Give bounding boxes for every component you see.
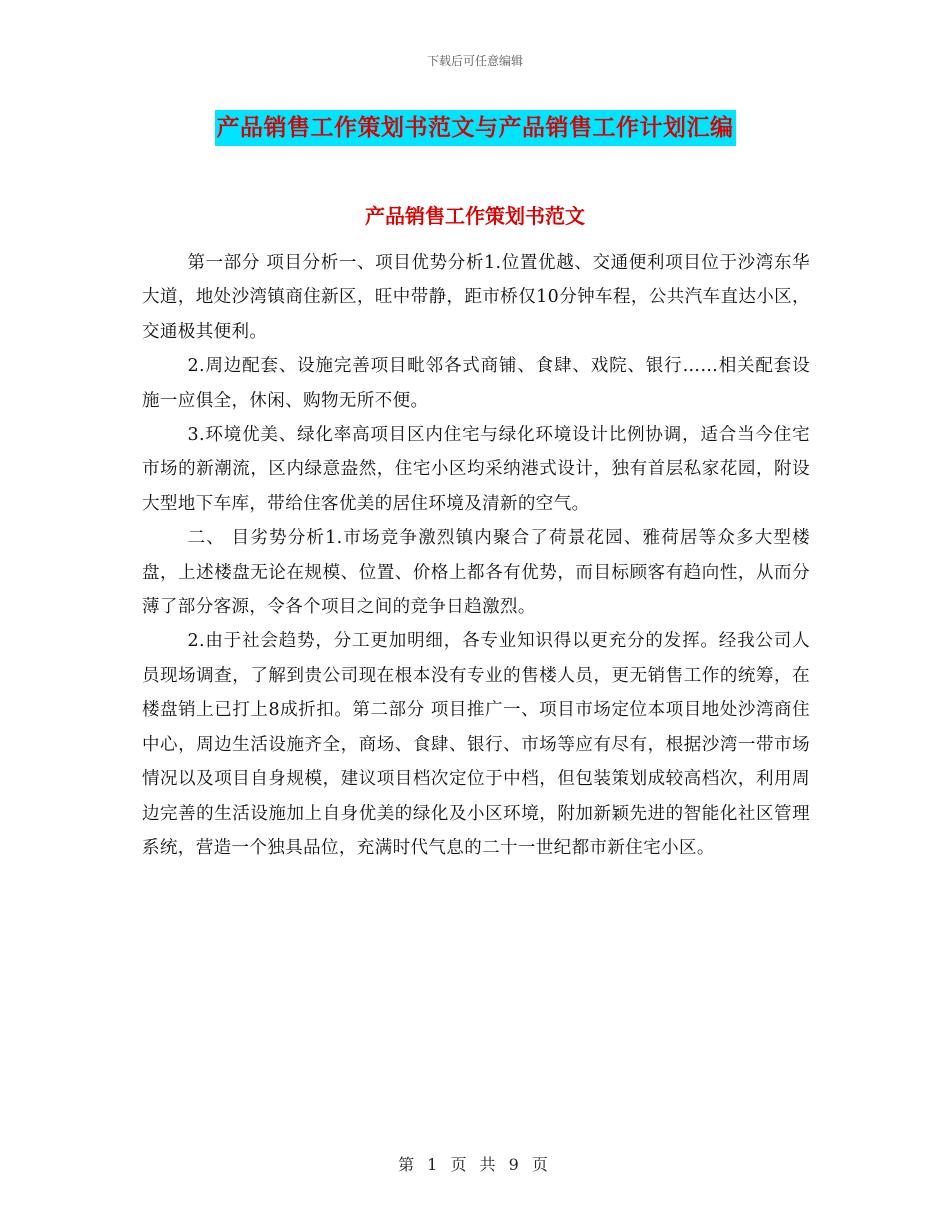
header-note: 下载后可任意编辑	[426, 54, 523, 68]
paragraph: 2.周边配套、设施完善项目毗邻各式商铺、食肆、戏院、银行……相关配套设施一应俱全，休闲、购物无所不便。	[142, 356, 810, 411]
paragraph: 3.环境优美、绿化率高项目区内住宅与绿化环境设计比例协调，适合当今住宅市场的新潮流，区内绿意盎然，住宅小区均采纳港式设计，独有首层私家花园，附设大型地下车库，带给住客优美的居住环境及清新的空气。	[142, 425, 810, 514]
paragraph: 2.由于社会趋势，分工更加明细，各专业知识得以更充分的发挥。经我公司人员现场调查，了解到贵公司现在根本没有专业的售楼人员，更无销售工作的统筹，在楼盘销上已打上8成折扣。第二部分 项目推广一、项目市场定位本项目地处沙湾商住中心，周边生活设施齐全，商场、食肆、银行、市场等应有尽有，根据沙湾一带市场情况以及项目自身规模，建议项目档次定位于中档，但包装策划成较高档次，利用周边完善的生活设施加上自身优美的绿化及小区环境，附加新颖先进的智能化社区管理系统，营造一个独具品位，充满时代气息的二十一世纪都市新住宅小区。	[142, 631, 810, 858]
page-number-footer: 第 1 页 共 9 页	[398, 1155, 552, 1174]
body-text	[142, 246, 810, 865]
section-title: 产品销售工作策划书范文	[365, 204, 585, 228]
main-title	[0, 110, 950, 146]
main-title-text: 产品销售工作策划书范文与产品销售工作计划汇编	[215, 110, 736, 146]
paragraph: 第一部分 项目分析一、项目优势分析1.位置优越、交通便利项目位于沙湾东华大道，地处沙湾镇商住新区，旺中带静，距市桥仅10分钟车程，公共汽车直达小区，交通极其便利。	[142, 253, 810, 342]
paragraph: 二、 目劣势分析1.市场竞争激烈镇内聚合了荷景花园、雅荷居等众多大型楼盘，上述楼盘无论在规模、位置、价格上都各有优势，而目标顾客有趋向性，从而分薄了部分客源，令各个项目之间的竞争日趋激烈。	[142, 528, 810, 618]
